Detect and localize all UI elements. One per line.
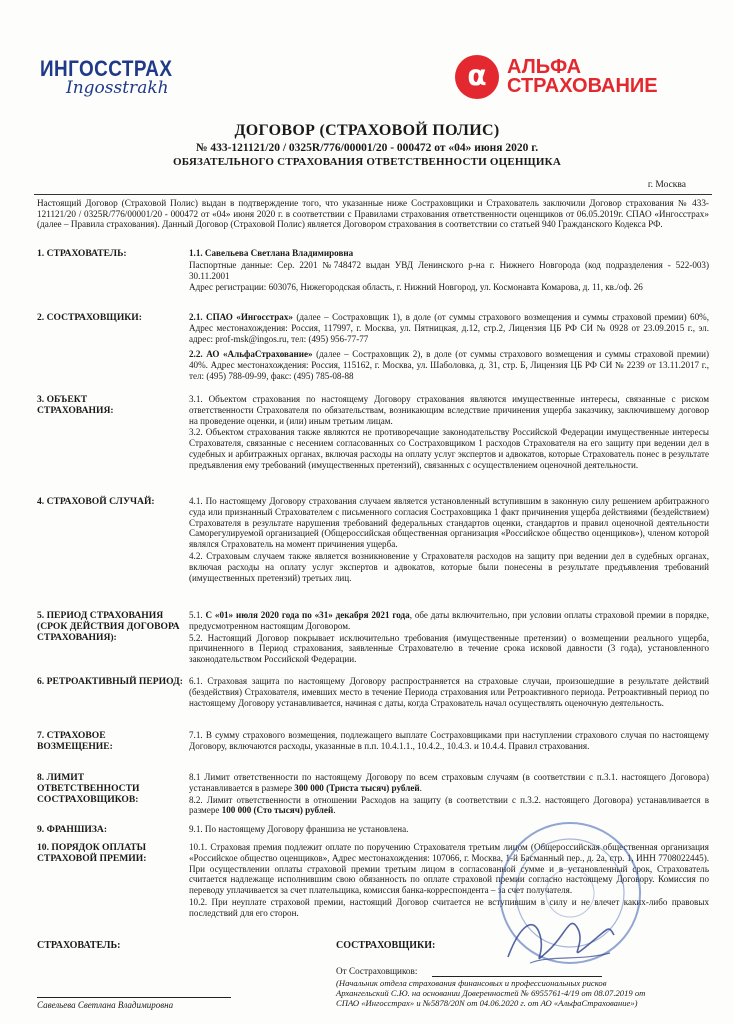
clause-6-1: 6.1. Страховая защита по настоящему Договору распространяется на страховые случаи, произошедшие в результате действий (бездействия) Страхователя, имевших место в течение Периода страхования или Ретроактивного периода. Ретроактивный период по настоящему Договору устанавливается, начиная с даты, когда Страхователь начал осуществлять оценочную деятельность. xyxy=(189,676,709,708)
clause-5-1-prefix: 5.1. xyxy=(189,610,206,620)
section-label: 7. СТРАХОВОЕ ВОЗМЕЩЕНИЕ: xyxy=(37,730,113,752)
section-body xyxy=(189,730,709,753)
insurance-period-dates: С «01» июля 2020 года по «31» декабря 2021 года xyxy=(205,610,410,620)
document-title-block xyxy=(0,122,734,168)
liability-limit-amount: 300 000 (Триста тысяч) рублей xyxy=(294,782,420,793)
section-label: 10. ПОРЯДОК ОПЛАТЫ СТРАХОВОЙ ПРЕМИИ: xyxy=(37,842,147,864)
section-body xyxy=(189,496,709,584)
clause-9-1: 9.1. По настоящему Договору франшиза не установлена. xyxy=(189,824,409,834)
alfastrakhovanie-logo xyxy=(455,55,695,101)
clause-3-1: 3.1. Объектом страхования по настоящему Договору страхования являются имущественные интересы, связанные с риском ответственности Страхователя по обязательствам, возникающим вследствие причинения ущерба заказчику, заключившему договор на проведение оценки, и (или) иным третьим лицам. xyxy=(189,394,709,426)
clause-8-2-text: 8.2. Лимит ответственности в отношении Расходов на защиту (в соответствии с п.3.2. настоящего Договора) устанавливается в размере xyxy=(189,794,709,816)
policy-subtitle: ОБЯЗАТЕЛЬНОГО СТРАХОВАНИЯ ОТВЕТСТВЕННОСТИ ОЦЕНЩИКА xyxy=(172,156,561,168)
coinsurer-1-name: 2.1. СПАО «Ингосстрах» xyxy=(189,312,293,322)
clause-8-1-text: 8.1 Лимит ответственности по настоящему Договору по всем страховым случаям (в соответствии с п.3.1. настоящего Договора) устанавливается в размере xyxy=(189,772,709,793)
section-body xyxy=(189,394,709,472)
handwritten-signature xyxy=(500,905,620,975)
attorney-details xyxy=(336,978,716,1009)
city: г. Москва xyxy=(647,180,686,190)
clause-4-2: 4.2. Страховым случаем также является возникновение у Страхователя расходов на защиту при ведении дел в судебных органах, включая расходы на оплату услуг экспертов и адвокатов, которые были понесены в результате предъявления требований (имущественных претензий) третьих лиц. xyxy=(189,550,709,583)
ingosstrakh-logo-wordmark: ИНГОССТРАХ xyxy=(40,56,173,81)
clause-3-2: 3.2. Объектом страхования также являются не противоречащие законодательству Российской Федерации имущественные интересы Страхователя, связанные с несением согласованных со Состраховщиком 1 расходов Страхователя на его защиту при ведении дел в судебных и арбитражных органах, включая расходы на оплату услуг экспертов и адвокатов, которые Страхователь понес в результате предъявления ему требований (имущественных претензий), связанных с осуществлением оценочной деятельности. xyxy=(189,427,709,470)
section-label: 1. СТРАХОВАТЕЛЬ: xyxy=(37,248,127,259)
insured-address: Адрес регистрации: 603076, Нижегородская область, г. Нижний Новгород, ул. Космонавта Комарова, д. 11, кв./оф. 26 xyxy=(189,282,643,293)
insured-passport: Паспортные данные: Сер. 2201 №748472 выдан УВД Ленинского р-на г. Нижнего Новгорода (код подразделения - 522-003) 30.11.2001 xyxy=(189,259,709,281)
section-body xyxy=(189,248,709,294)
section-body xyxy=(189,610,709,666)
alfa-logo-line1: АЛЬФА xyxy=(507,56,582,78)
ingosstrakh-logo xyxy=(40,56,200,98)
alfa-symbol-icon: α xyxy=(455,55,499,99)
page-title: ДОГОВОР (СТРАХОВОЙ ПОЛИС) xyxy=(234,122,500,139)
section-label: 6. РЕТРОАКТИВНЫЙ ПЕРИОД: xyxy=(37,676,183,687)
section-label: 3. ОБЪЕКТ СТРАХОВАНИЯ: xyxy=(37,394,114,416)
clause-10-2: 10.2. При неуплате страховой премии, настоящий Договор считается не вступившим в силу и не влечет каких-либо правовых последствий для его сторон. xyxy=(189,896,709,918)
attorney-line-3: СПАО «Ингосстрах» и №5878/20N от 04.06.2020 г. от АО «АльфаСтрахование») xyxy=(336,998,638,1009)
attorney-line-1: (Начальник отдела страхования финансовых и профессиональных рисков xyxy=(336,978,607,988)
insured-signature-label: СТРАХОВАТЕЛЬ: xyxy=(37,940,121,951)
from-insurers-label: От Состраховщиков: xyxy=(336,966,418,976)
section-label: 5. ПЕРИОД СТРАХОВАНИЯ (СРОК ДЕЙСТВИЯ ДОГОВОРА СТРАХОВАНИЯ): xyxy=(37,610,180,643)
coinsurer-2-details: (далее – Состраховщик 2), в доле (от суммы страхового возмещения и суммы страховой премии) 40%. Адрес местонахождения: Россия, 115162, г. Москва, ул. Шаболовка, д. 31, стр. Б, Лицензия ЦБ РФ СИ № 2239 от 13.11.2017 г., тел: (495) 788-09-99, факс: (495) 785-08-88 xyxy=(189,349,709,381)
section-label: 9. ФРАНШИЗА: xyxy=(37,824,108,835)
clause-10-1: 10.1. Страховая премия подлежит оплате по поручению Страхователя третьим лицом (Общероссийская общественная организация «Российское общество оценщиков», Адрес местонахождения: 107066, г. Москва, 1-й Басманный пер., д. 2а, стр. 1, ИНН 7708022445). При осуществлении оплаты страховой премии третьим лицом в согласованной сумме и в установленный срок, Страхователь считается надлежаще исполнившим свою обязанность по оплате страховой премии согласно настоящему Договору. Комиссия по переводу уплачивается за счет плательщика, комиссия банка-корреспондента – за счет получателя. xyxy=(189,842,709,896)
clause-5-2: 5.2. Настоящий Договор покрывает исключительно требования (имущественные претензии) о возмещении реального ущерба, причиненного в Период страхования, заявленные Страхователю в течение срока исковой давности (3 года), установленного законодательством Российской Федерации. xyxy=(189,632,709,665)
coinsurer-2-name: 2.2. АО «АльфаСтрахование» xyxy=(189,349,313,360)
alfa-logo-line2: СТРАХОВАНИЕ xyxy=(507,75,658,97)
defense-limit-amount: 100 000 (Сто тысяч) рублей xyxy=(221,805,334,816)
clause-7-1: 7.1. В сумму страхового возмещения, подлежащего выплате Состраховщиками при наступлении страхового случая по настоящему Договору, включаются расходы, указанные в п.п. 10.4.1.1., 10.4.2., 10.4.3. и 10.4.4. Правил страхования. xyxy=(189,730,709,751)
section-body xyxy=(189,676,709,709)
alfa-logo-text xyxy=(507,58,658,96)
ingosstrakh-logo-script: Ingosstrakh xyxy=(66,78,169,98)
clause-5-1-rest: , обе даты включительно, при условии оплаты страховой премии в порядке, предусмотренном настоящим Договором. xyxy=(189,610,709,631)
attorney-line-2: Архангельский С.Ю. на основании Доверенностей № 6955761-4/19 от 08.07.2019 от xyxy=(336,988,646,999)
coinsurer-1-details: (далее – Состраховщик 1), в доле (от суммы страхового возмещения и суммы страховой премии) 60%, Адрес местонахождения: Россия, 117997, г. Москва, ул. Пятницкая, д.12, стр.2, Лицензия ЦБ РФ СИ № 0928 от 23.09.2015 г., эл. адрес: prof-msk@ingos.ru, тел: (495) 956-77-77 xyxy=(189,312,709,344)
clause-4-1: 4.1. По настоящему Договору страхования случаем является установленный вступившим в законную силу решением арбитражного суда или признанный Страхователем с письменного согласия Состраховщика 1 факт причинения ущерба действиями (бездействием) Страхователя в результате нарушения требований федеральных стандартов оценки, стандартов и правил оценочной деятельности Саморегулируемой организацией (Общероссийская общественная организация «Российское общество оценщиков»), членом которой являлся Страхователь на момент причинения ущерба. xyxy=(189,496,709,550)
policy-number: № 433-121121/20 / 0325R/776/00001/20 - 000472 от «04» июня 2020 г. xyxy=(195,142,539,154)
insurers-signature-label: СОСТРАХОВЩИКИ: xyxy=(336,940,436,951)
section-label: 8. ЛИМИТ ОТВЕТСТВЕННОСТИ СОСТРАХОВЩИКОВ: xyxy=(37,772,140,805)
insured-signature-name: Савельева Светлана Владимировна xyxy=(37,1000,174,1010)
divider xyxy=(34,194,712,195)
intro-paragraph: Настоящий Договор (Страховой Полис) выдан в подтверждение того, что указанные ниже Состраховщики и Страхователь заключили Договор страхования № 433-121121/20 / 0325R/776/00001/20 - 000472 от «04» июня 2020 г. в соответствии с Правилами страхования ответственности оценщиков от 06.05.2019г. СПАО «Ингосстрах» (далее – Правила страхования). Данный Договор (Страховой Полис) является Договором страхования в соответствии со статьей 940 Гражданского Кодекса РФ. xyxy=(37,198,709,230)
insurers-signature-line xyxy=(432,976,602,977)
section-body xyxy=(189,312,709,383)
section-label: 4. СТРАХОВОЙ СЛУЧАЙ: xyxy=(37,496,155,507)
section-body: 8.1 Лимит ответственности по настоящему Договору по всем страховым случаям (в соответствии с п.3.1. настоящего Договора) устанавливается в размере 300 000 (Триста тысяч) рублей. 8.2. Лимит ответственности в отношении Расходов на защиту (в соответствии с п.3.2. настоящего Договора) устанавливается в размере 100 000 (Сто тысяч) рублей. xyxy=(189,772,709,816)
section-label: 2. СОСТРАХОВЩИКИ: xyxy=(37,312,142,323)
insured-name: 1.1. Савельева Светлана Владимировна xyxy=(189,248,354,258)
insured-signature-line xyxy=(37,997,231,998)
